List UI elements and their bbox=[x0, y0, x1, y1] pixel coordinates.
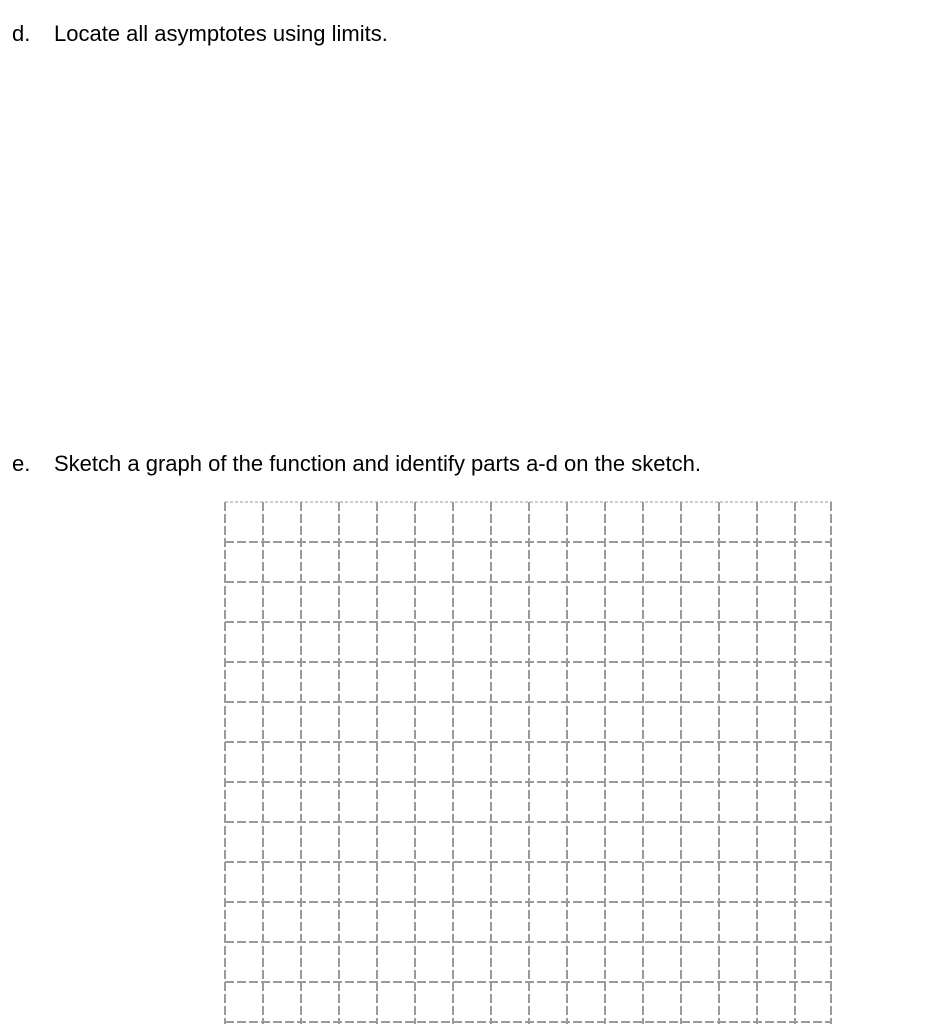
question-d-letter: d. bbox=[12, 21, 31, 46]
graph-paper-grid bbox=[222, 500, 833, 1024]
question-e-text: Sketch a graph of the function and identify parts a-d on the sketch. bbox=[54, 451, 701, 476]
question-e bbox=[12, 450, 701, 478]
question-e-letter: e. bbox=[12, 451, 31, 476]
question-d bbox=[12, 20, 388, 48]
question-d-text: Locate all asymptotes using limits. bbox=[54, 21, 388, 46]
graph-paper bbox=[222, 500, 833, 1024]
